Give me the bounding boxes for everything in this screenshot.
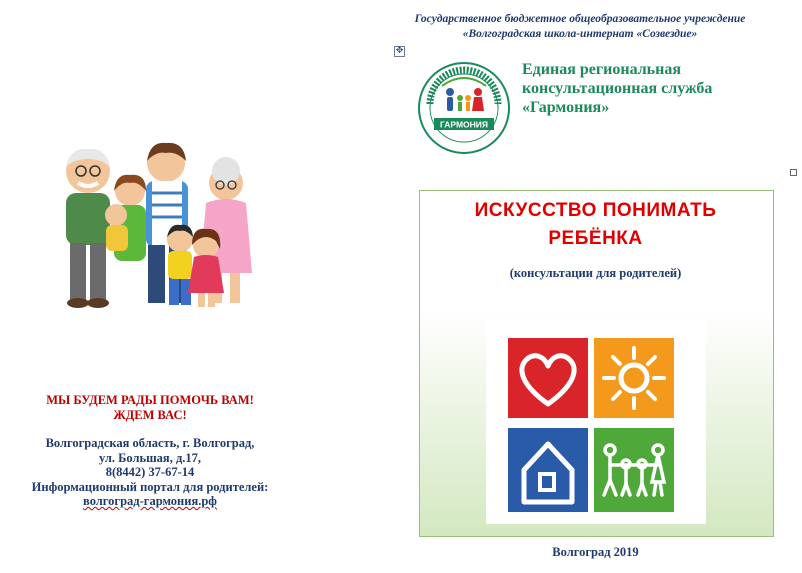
logo-label: ГАРМОНИЯ [439, 119, 489, 130]
invite-line-2: ЖДЕМ ВАС! [113, 407, 187, 422]
title-line-1: ИСКУССТВО ПОНИМАТЬ [474, 200, 717, 221]
resize-handle[interactable] [790, 169, 797, 176]
brochure-subtitle: (консультации для родителей) [509, 266, 682, 280]
phone-number: 8(8442) 37-67-14 [105, 465, 195, 479]
title-line-2: РЕБЁНКА [548, 228, 643, 249]
move-handle-icon[interactable]: ✥ [395, 46, 404, 56]
organization-header [370, 12, 790, 42]
portal-label: Информационный портал для родителей: [31, 479, 269, 494]
house-icon [508, 428, 588, 512]
grandpa-figure [66, 149, 110, 308]
child-drawings-image [486, 320, 706, 524]
address-line-1: Волгоградская область, г. Волгоград, [45, 436, 255, 450]
service-line-3: «Гармония» [522, 99, 610, 116]
city-year: Волгоград 2019 [552, 545, 639, 559]
heart-icon [508, 338, 588, 418]
org-line-1: Государственное бюджетное общеобразовательное учреждение [414, 13, 746, 25]
brochure-title [427, 197, 764, 253]
contact-block [0, 393, 300, 509]
mom-figure [105, 175, 146, 261]
org-line-2: «Волгоградская школа-интернат «Созвездие» [462, 28, 698, 40]
service-name [522, 60, 762, 117]
invite-line-1: МЫ БУДЕМ РАДЫ ПОМОЧЬ ВАМ! [46, 393, 254, 407]
garmonia-logo [416, 60, 512, 156]
service-line-1: Единая региональная [522, 61, 682, 78]
family-illustration [40, 133, 260, 323]
service-line-2: консультационная служба [522, 80, 713, 97]
address-line-2: ул. Большая, д.17, [98, 450, 202, 465]
sun-icon [594, 338, 674, 418]
portal-link[interactable]: волгоград-гармония.рф [83, 494, 217, 508]
family-drawing-icon [594, 428, 674, 512]
